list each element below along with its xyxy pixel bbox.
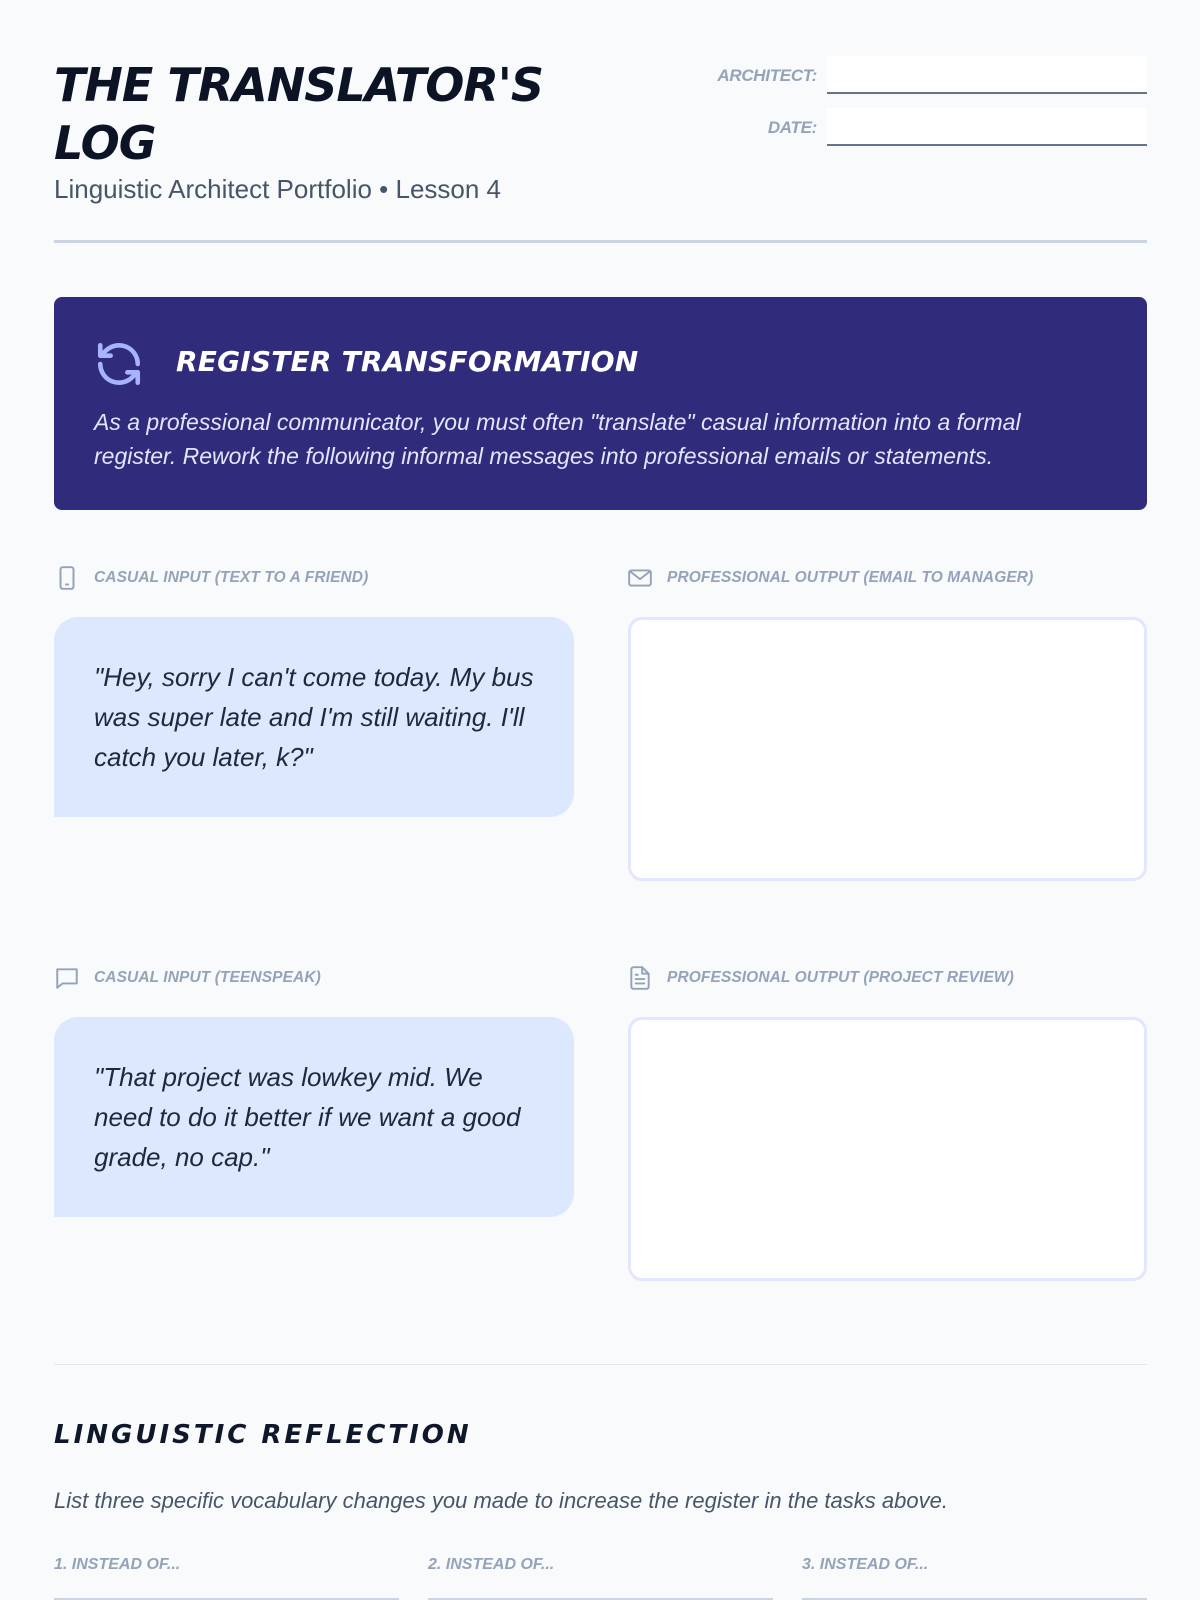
- professional-email-answer[interactable]: [628, 617, 1147, 881]
- vocab-change-2[interactable]: [428, 1556, 773, 1600]
- date-field-row: [667, 108, 1147, 148]
- header-divider: [54, 240, 1147, 243]
- document-icon: [627, 965, 653, 991]
- banner-instructions: As a professional communicator, you must often "translate" casual information into a formal register. Rework the following informal messages into professional emails or statements.: [94, 409, 1021, 469]
- professional-output-label: [627, 565, 1147, 593]
- professional-output-label-text: PROFESSIONAL OUTPUT (EMAIL TO MANAGER): [667, 569, 1034, 586]
- date-label: DATE:: [767, 118, 817, 137]
- vocab-change-1[interactable]: [54, 1556, 399, 1600]
- phone-icon: [54, 565, 80, 591]
- vocab-change-label: 1. INSTEAD OF...: [54, 1556, 181, 1573]
- project-review-answer[interactable]: [628, 1017, 1147, 1281]
- vocab-change-label: 3. INSTEAD OF...: [802, 1556, 929, 1573]
- professional-output-label-text: PROFESSIONAL OUTPUT (PROJECT REVIEW): [667, 969, 1014, 986]
- reflection-title: LINGUISTIC REFLECTION: [54, 1420, 472, 1450]
- casual-input-label: [54, 965, 594, 993]
- architect-field-row: [667, 56, 1147, 96]
- date-input[interactable]: [827, 108, 1147, 146]
- casual-input-label-text: CASUAL INPUT (TEENSPEAK): [94, 969, 321, 986]
- architect-label: ARCHITECT:: [717, 66, 817, 85]
- worksheet-page: [54, 0, 1147, 1600]
- reflection-instructions: List three specific vocabulary changes you made to increase the register in the tasks above.: [54, 1488, 948, 1513]
- vocab-change-label: 2. INSTEAD OF...: [428, 1556, 555, 1573]
- vocab-change-3[interactable]: [802, 1556, 1147, 1600]
- mail-icon: [627, 565, 653, 591]
- page-title: THE TRANSLATOR'S LOG: [54, 58, 543, 170]
- casual-input-label-text: CASUAL INPUT (TEXT TO A FRIEND): [94, 569, 369, 586]
- refresh-icon: [94, 339, 144, 389]
- architect-input[interactable]: [827, 56, 1147, 94]
- professional-output-label: [627, 965, 1147, 993]
- casual-message-bubble: "Hey, sorry I can't come today. My bus was super late and I'm still waiting. I'll catch you later, k?": [54, 617, 574, 817]
- header: [54, 56, 1147, 242]
- section-divider: [54, 1364, 1147, 1365]
- chat-bubble-icon: [54, 965, 80, 991]
- casual-message-bubble: "That project was lowkey mid. We need to do it better if we want a good grade, no cap.": [54, 1017, 574, 1217]
- casual-input-label: [54, 565, 594, 593]
- page-subtitle: Linguistic Architect Portfolio • Lesson 4: [54, 174, 502, 204]
- instruction-banner: [54, 297, 1147, 510]
- banner-title: REGISTER TRANSFORMATION: [176, 345, 639, 378]
